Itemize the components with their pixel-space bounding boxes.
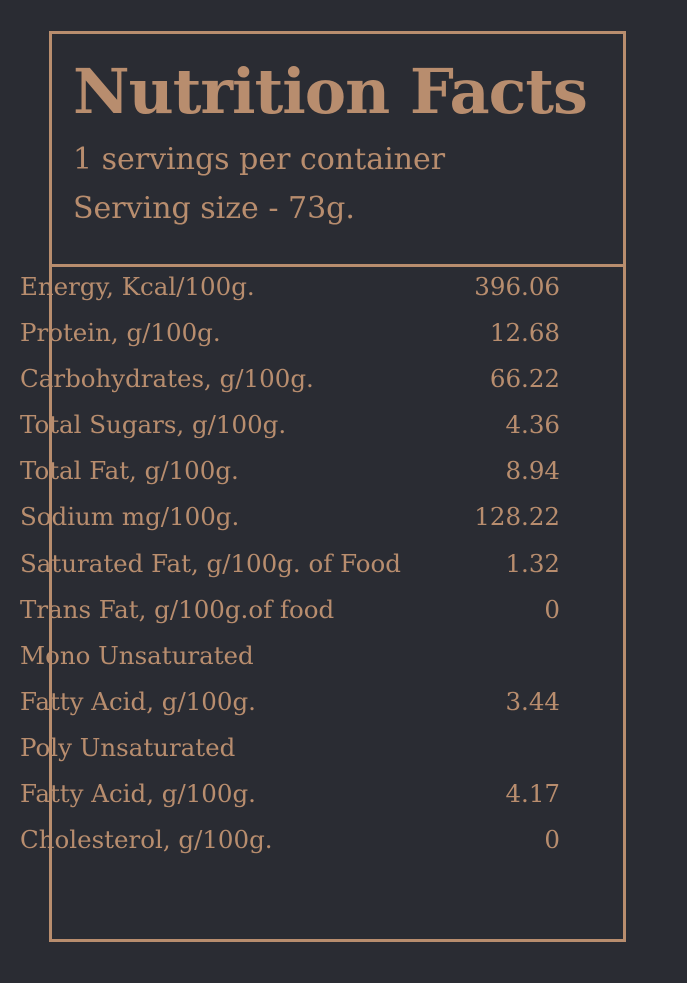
- nutrient-row-sodium: [20, 494, 560, 540]
- page-title: Nutrition Facts: [73, 55, 587, 128]
- nutrient-row-total-fat: [20, 448, 560, 494]
- nutrient-label: Mono Unsaturated: [20, 640, 254, 670]
- nutrient-label: Fatty Acid, g/100g.: [20, 779, 256, 809]
- nutrient-list: [20, 264, 560, 863]
- nutrient-value: 4.17: [505, 779, 560, 809]
- nutrient-value: 8.94: [505, 456, 560, 486]
- nutrient-value: 66.22: [489, 364, 560, 394]
- nutrient-value: 1.32: [505, 548, 560, 578]
- nutrient-row-protein: [20, 310, 560, 356]
- serving-size: Serving size - 73g.: [73, 191, 355, 226]
- nutrient-value: 0: [544, 825, 560, 855]
- nutrient-label: Total Sugars, g/100g.: [20, 410, 287, 440]
- nutrient-value: 12.68: [489, 318, 560, 348]
- nutrient-label: Fatty Acid, g/100g.: [20, 686, 256, 716]
- nutrient-label: Sodium mg/100g.: [20, 502, 240, 532]
- nutrient-label: Total Fat, g/100g.: [20, 456, 239, 486]
- nutrient-label: Cholesterol, g/100g.: [20, 825, 273, 855]
- nutrient-label: Carbohydrates, g/100g.: [20, 364, 314, 394]
- nutrient-label: Poly Unsaturated: [20, 732, 236, 762]
- nutrient-value: 3.44: [505, 686, 560, 716]
- nutrient-row-carbohydrates: [20, 356, 560, 402]
- nutrient-row-poly-unsaturated-heading: [20, 725, 560, 771]
- nutrient-row-total-sugars: [20, 402, 560, 448]
- nutrition-header: [52, 34, 623, 267]
- nutrient-row-mono-unsaturated-heading: [20, 633, 560, 679]
- nutrient-label: Saturated Fat, g/100g. of Food: [20, 548, 401, 578]
- nutrient-row-poly-unsaturated-fatty-acid: [20, 771, 560, 817]
- nutrient-label: Energy, Kcal/100g.: [20, 272, 255, 301]
- nutrient-row-saturated-fat: [20, 541, 560, 587]
- nutrient-value: 128.22: [474, 502, 560, 532]
- nutrient-value: 4.36: [505, 410, 560, 440]
- nutrient-value: 0: [544, 594, 560, 624]
- nutrient-label: Protein, g/100g.: [20, 318, 221, 348]
- nutrient-label: Trans Fat, g/100g.of food: [20, 594, 335, 624]
- nutrient-row-energy: [20, 264, 560, 310]
- nutrient-value: 396.06: [474, 272, 560, 301]
- servings-per-container: 1 servings per container: [73, 142, 446, 177]
- nutrient-row-trans-fat: [20, 587, 560, 633]
- nutrient-row-cholesterol: [20, 817, 560, 863]
- nutrient-row-mono-unsaturated-fatty-acid: [20, 679, 560, 725]
